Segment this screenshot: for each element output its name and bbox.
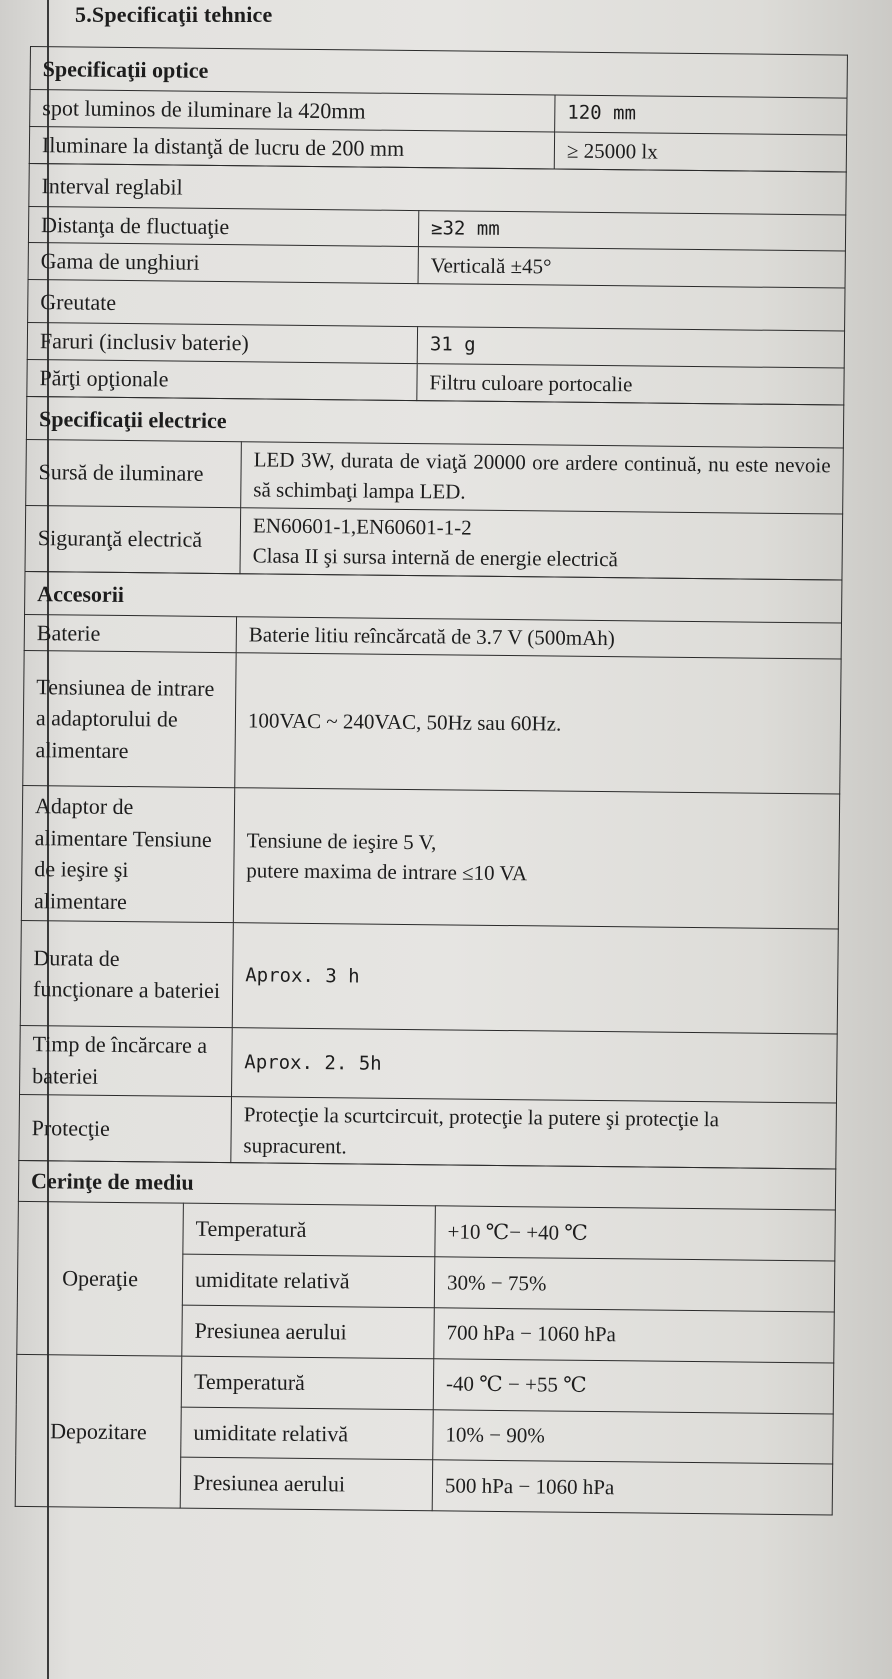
param-value: +10 ℃− +40 ℃ xyxy=(435,1206,836,1261)
table-row xyxy=(19,1095,837,1169)
row-label: Baterie xyxy=(24,614,236,653)
value-line: Clasa II şi sursa internă de energie electrică xyxy=(252,543,618,572)
adjustable-weight-table xyxy=(26,163,846,406)
table-row xyxy=(18,1201,835,1260)
param-label: umiditate relativă xyxy=(181,1407,434,1461)
table-row xyxy=(20,921,838,1035)
table-row xyxy=(23,651,841,795)
row-label: Distanţa de fluctuaţie xyxy=(28,206,418,247)
row-value: 31 g xyxy=(417,327,844,368)
optical-specs-table xyxy=(29,46,848,172)
param-value: 500 hPa − 1060 hPa xyxy=(432,1460,833,1515)
table-row xyxy=(25,505,843,579)
param-value: -40 ℃ − +55 ℃ xyxy=(433,1358,834,1413)
table-row xyxy=(16,1354,833,1413)
storage-group-label: Depozitare xyxy=(15,1354,182,1508)
row-value: 120 mm xyxy=(555,95,847,135)
row-label: Timp de încărcare a bateriei xyxy=(20,1026,233,1097)
row-value: Baterie litiu reîncărcată de 3.7 V (500mAh) xyxy=(236,616,841,659)
row-value: ≥32 mm xyxy=(418,210,845,251)
row-label: Durata de funcţionare a bateriei xyxy=(20,921,233,1028)
param-value: 30% − 75% xyxy=(434,1257,835,1312)
row-label: Tensiunea de intrare a adaptorului de alimentare xyxy=(23,651,236,788)
weight-section-title: Greutate xyxy=(28,280,845,331)
row-value xyxy=(233,788,839,929)
operation-group-label: Operaţie xyxy=(17,1201,184,1355)
param-value: 700 hPa − 1060 hPa xyxy=(434,1308,835,1363)
row-label: Părţi opţionale xyxy=(27,360,417,401)
value-line: Tensiune de ieşire 5 V, xyxy=(246,828,437,855)
param-label: Temperatură xyxy=(183,1203,436,1257)
row-value: Verticală ±45° xyxy=(418,247,845,288)
row-value: LED 3W, durata de viaţă 20000 ore ardere continuă, nu este nevoie să schimbaţi lampa LED. xyxy=(241,442,844,514)
row-label: Siguranţă electrică xyxy=(25,505,241,573)
accessories-table xyxy=(18,571,842,1170)
row-label: spot luminos de iluminare la 420mm xyxy=(30,89,555,131)
row-value: 100VAC ~ 240VAC, 50Hz sau 60Hz. xyxy=(235,653,841,794)
environment-table xyxy=(15,1160,837,1516)
value-line: putere maxima de intrare ≤10 VA xyxy=(246,858,528,886)
row-label: Iluminare la distanţă de lucru de 200 mm xyxy=(29,126,554,168)
table-row xyxy=(26,439,844,513)
row-value xyxy=(240,508,843,580)
param-label: umiditate relativă xyxy=(182,1254,435,1308)
accessories-section-title: Accesorii xyxy=(25,571,842,622)
row-value: Filtru culoare portocalie xyxy=(417,364,844,405)
param-label: Temperatură xyxy=(181,1356,434,1410)
row-label: Sursă de iluminare xyxy=(26,439,242,507)
param-value: 10% − 90% xyxy=(433,1409,834,1464)
param-label: Presiunea aerului xyxy=(182,1305,435,1359)
row-label: Gama de unghiuri xyxy=(28,243,418,284)
row-value: Aprox. 3 h xyxy=(232,923,838,1034)
row-value: Aprox. 2. 5h xyxy=(232,1028,838,1103)
electrical-specs-table xyxy=(24,396,844,580)
table-row xyxy=(21,786,839,930)
spec-sheet xyxy=(15,46,848,1516)
value-line: EN60601-1,EN60601-1-2 xyxy=(252,513,472,540)
row-label: Protecţie xyxy=(19,1095,232,1163)
row-value: Protecţie la scurtcircuit, protecţie la putere şi protecţie la supracurent. xyxy=(231,1097,837,1169)
adjustable-section-title: Interval reglabil xyxy=(29,163,846,214)
param-label: Presiunea aerului xyxy=(180,1458,433,1512)
row-value: ≥ 25000 lx xyxy=(554,132,846,172)
table-row xyxy=(20,1026,838,1103)
row-label: Adaptor de alimentare Tensiune de ieşire şi alimentare xyxy=(21,786,234,923)
environment-section-title: Cerinţe de mediu xyxy=(18,1161,835,1210)
electrical-section-title: Specificaţii electrice xyxy=(26,397,843,448)
optical-section-title: Specificaţii optice xyxy=(30,47,847,98)
row-label: Faruri (inclusiv baterie) xyxy=(27,323,417,364)
section-heading: 5.Specificaţii tehnice xyxy=(75,2,273,27)
